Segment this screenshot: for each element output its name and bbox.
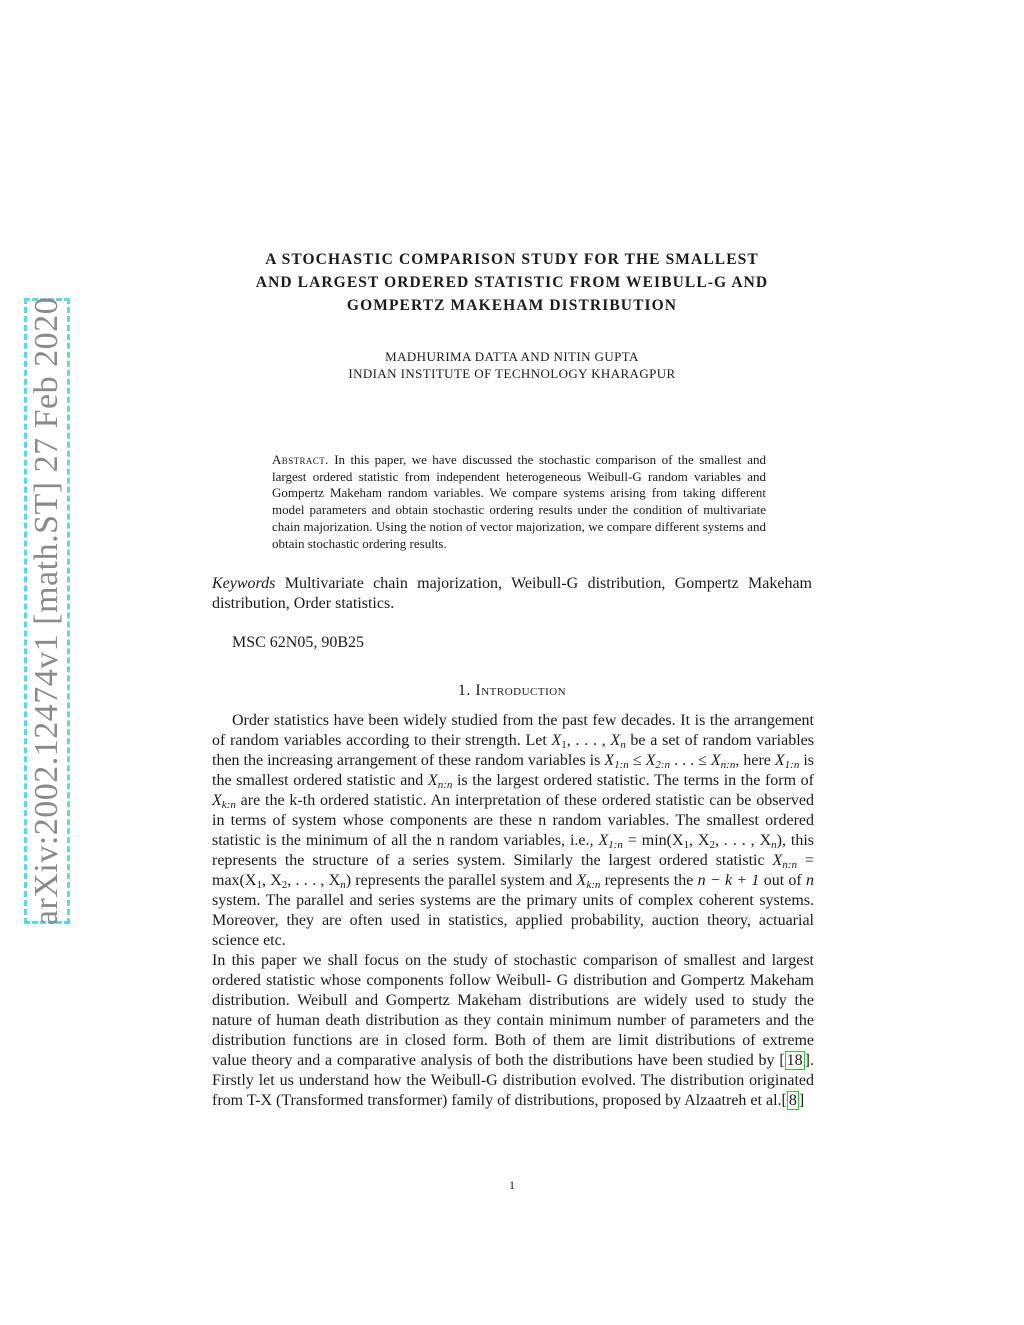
abstract-text: In this paper, we have discussed the stochastic comparison of the smallest and largest ordered statistic from independent heterogeneous Weibull-G random variables and Gompertz Makeham random variables. We compare systems arising from taking different model parameters and obtain stochastic ordering results under the condition of multivariate chain majorization. Using the notion of vector majorization, we compare different systems and obtain stochastic ordering results. (272, 452, 767, 551)
abstract (272, 452, 766, 552)
title-line: AND LARGEST ORDERED STATISTIC FROM WEIBULL-G AND (255, 274, 769, 291)
citation-link[interactable]: 18 (786, 1052, 803, 1069)
intro-paragraph-1: Order statistics have been widely studied from the past few decades. It is the arrangement of random variables according to their strength. Let $X_1$, . . . , $X_n$ be a set of random variables then the increasing arrangement of these random variables is $X_{1:n} \le X_{2:n}$ . . . ≤ $X_{n:n}$, here $X_{1:n}$ is the smallest ordered statistic and $X_{n:n}$ is the largest ordered statistic. The terms in the form of $X_{k:n}$ are the k-th ordered statistic. An interpretation of these ordered statistic can be observed in terms of system whose components are these n random variables. The smallest ordered statistic is the minimum of all the n random variables, i.e., $X_{1:n} = \min(X_1$, $X_2$, . . . , $X_n$), this represents the structure of a series system. Similarly the largest ordered statistic $X_{n:n} = \max(X_1$, $X_2$, . . . , $X_n$) represents the parallel system and $X_{k:n}$ represents the n − k + 1 out of n system. The parallel and series systems are the primary units of complex coherent systems. Moreover, they are often used in statistics, applied probability, auction theory, actuarial science etc. (212, 712, 815, 949)
author-names: MADHURIMA DATTA AND NITIN GUPTA (385, 349, 639, 364)
title-line: GOMPERTZ MAKEHAM DISTRIBUTION (346, 297, 678, 314)
arxiv-identifier-stamp (24, 298, 70, 924)
section-heading-introduction: 1. Introduction (457, 682, 567, 699)
keywords-label: Keywords (212, 575, 276, 592)
title-line: A STOCHASTIC COMPARISON STUDY FOR THE SMALLEST (265, 251, 759, 268)
abstract-label: Abstract. (272, 452, 329, 467)
author-affiliation: INDIAN INSTITUTE OF TECHNOLOGY KHARAGPUR (348, 366, 676, 381)
citation-link[interactable]: 8 (788, 1092, 797, 1109)
author-block (212, 348, 812, 382)
paper-title (206, 248, 818, 317)
arxiv-identifier-text: arXiv:2002.12474v1 [math.ST] 27 Feb 2020 (28, 296, 65, 926)
msc-classification: MSC 62N05, 90B25 (232, 634, 365, 651)
keywords-text: Multivariate chain majorization, Weibull-G distribution, Gompertz Makeham distribution, Order statistics. (212, 575, 812, 612)
keywords (212, 574, 812, 614)
page-number: 1 (509, 1178, 515, 1192)
introduction-body (212, 711, 814, 1111)
intro-paragraph-2: In this paper we shall focus on the study of stochastic comparison of smallest and largest ordered statistic whose components follow Weibull- G distribution and Gompertz Makeham distribution. Weibull and Gompertz Makeham distributions are widely used to study the nature of human death distribution as they contain minimum number of parameters and the distribution functions are in closed form. Both of them are limit distributions of extreme value theory and a comparative analysis of both the distributions have been studied by [ 18 ]. Firstly let us understand how the Weibull-G distribution evolved. The distribution originated from T-X (Transformed transformer) family of distributions, proposed by Alzaatreh et al.[ 8 ] (212, 952, 814, 1109)
